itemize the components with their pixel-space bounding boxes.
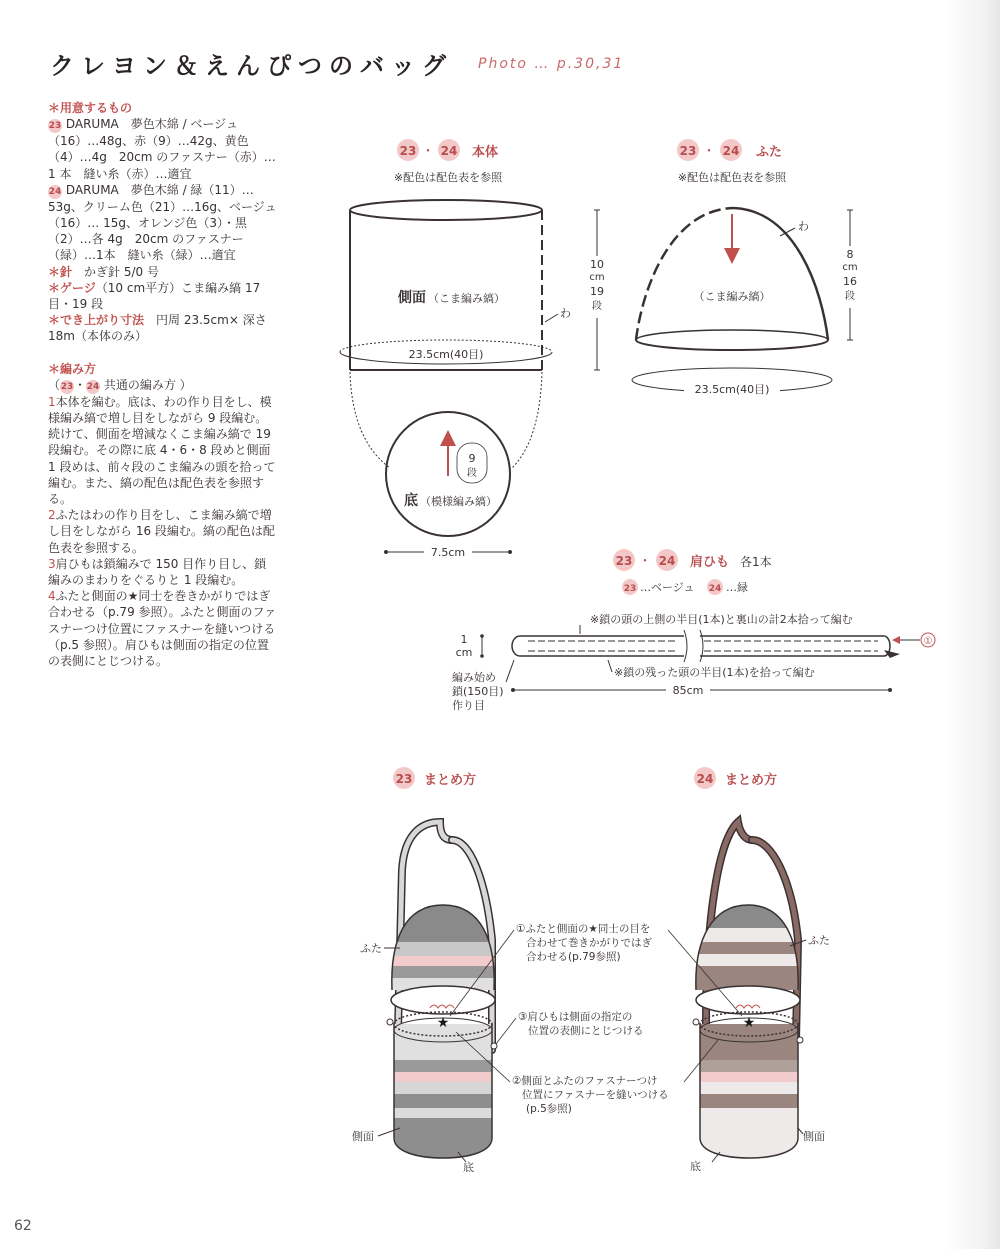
body-wa: わ <box>560 307 571 320</box>
materials-23-text: DARUMA 夢色木綿 / ベージュ（16）…48g、赤（9）…42g、黄色（4）…4g 20cm のファスナー（赤）…1 本 縫い糸（赤）…適宜 <box>48 117 276 181</box>
strap-start-3: 作り目 <box>452 699 485 712</box>
body-width: 23.5cm(40目) <box>408 348 484 361</box>
step-text: 本体を編む。底は、わの作り目をし、模様編み縞で増し目をしながら 9 段編む。続けて、側面を増減なくこま編み縞で 19 段編む。その際に底 4・6・8 段めと側面 1 段めは、前々段のこま編みの頭を拾って編む。また、縞の配色は配色表を参照する。 <box>48 394 276 507</box>
svg-text:各1本: 各1本 <box>740 555 772 569</box>
lid-note: ※配色は配色表を参照 <box>677 171 787 184</box>
size-value: 円周 23.5cm× 深さ 18m（本体のみ） <box>48 313 267 344</box>
svg-text:23: 23 <box>623 584 637 594</box>
svg-text:・: ・ <box>638 554 652 569</box>
assembly-23-side-label: 側面 <box>352 1130 374 1143</box>
callout-1-line-2: 合わせて巻きかがりではぎ <box>526 937 652 949</box>
step-number: 3 <box>48 556 56 571</box>
badge-24: 24 <box>48 186 62 197</box>
lid-title <box>677 139 782 161</box>
callout-3-line-2: 位置の表側にとじつける <box>528 1025 644 1037</box>
svg-text:本体: 本体 <box>472 145 499 160</box>
strap-title <box>613 549 772 571</box>
bottom-pattern: （模様編み縞） <box>420 495 497 508</box>
step-number: 1 <box>48 394 56 409</box>
body-height-dan: 段 <box>592 301 602 312</box>
size-label: ＊でき上がり寸法 <box>48 313 145 328</box>
svg-text:★: ★ <box>742 1015 756 1031</box>
callout-2-line-3: (p.5参照) <box>526 1103 572 1115</box>
strap-note-bottom: ※鎖の残った頭の半目(1本)を拾って編む <box>614 666 815 679</box>
svg-text:…緑: …緑 <box>726 581 748 594</box>
page-number: 62 <box>14 1218 32 1234</box>
materials-24-text: DARUMA 夢色木綿 / 緑（11）…53g、クリーム色（21）…16g、ベージュ（16）… 15g、オレンジ色（3）・黒（2）…各 4g 20cm のファスナー（緑）…1本 縫い糸（緑）…適宜 <box>48 182 277 263</box>
strap-width-1: 1 <box>460 633 468 646</box>
strap-circle-1: ① <box>923 636 933 647</box>
strap-width-cm: cm <box>455 646 473 659</box>
callout-3-line-1: ③肩ひもは側面の指定の <box>518 1011 633 1023</box>
body-diagram <box>340 139 606 559</box>
body-height-rows: 19 <box>590 285 604 298</box>
svg-text:…ベージュ: …ベージュ <box>640 581 695 594</box>
strap-colors <box>622 579 748 595</box>
svg-text:★: ★ <box>436 1015 450 1031</box>
needle-value: かぎ針 5/0 号 <box>72 264 159 279</box>
strap-start-1: 編み始め <box>452 671 496 684</box>
callout-1-line-1: ①ふたと側面の★同士の目を <box>516 923 651 935</box>
assembly-23-bottom-label: 底 <box>463 1161 474 1174</box>
svg-text:・: ・ <box>421 144 435 159</box>
photo-reference: Photo … p.30,31 <box>478 56 625 72</box>
lid-diagram <box>632 139 859 396</box>
bottom-dan: 段 <box>467 468 477 479</box>
strap-start-2: 鎖(150目) <box>452 685 504 698</box>
badge-23: 23 <box>60 381 74 392</box>
svg-text:23: 23 <box>679 144 697 158</box>
svg-text:23: 23 <box>399 144 417 158</box>
svg-text:24: 24 <box>440 144 458 158</box>
body-height-unit: cm <box>589 272 605 283</box>
side-label: 側面 <box>398 290 426 306</box>
assembly-24-side-label: 側面 <box>803 1130 825 1143</box>
svg-text:23: 23 <box>395 772 413 786</box>
svg-text:ふた: ふた <box>756 145 783 160</box>
page-title: クレヨン＆えんぴつのバッグ <box>50 52 453 80</box>
assembly-24-title <box>694 767 777 789</box>
callout-1-line-3: 合わせる(p.79参照) <box>526 951 621 963</box>
assembly-24-lid-label: ふた <box>808 934 830 947</box>
strap-note-top: ※鎖の頭の上側の半目(1本)と裏山の計2本拾って編む <box>590 613 853 626</box>
step-text: ふたと側面の★同士を巻きかがりではぎ合わせる（p.79 参照）。ふたと側面のファスナーつけ位置にファスナーを縫いつける（p.5 参照）。肩ひもは側面の指定の位置の表側にとじつける。 <box>48 589 277 669</box>
gauge-label: ＊ゲージ <box>48 280 96 295</box>
assembly-23 <box>352 767 510 1174</box>
svg-text:24: 24 <box>658 554 676 568</box>
lid-height-unit: cm <box>842 262 858 273</box>
assembly-24-bottom-label: 底 <box>690 1160 701 1173</box>
method-common-dot: ・ <box>74 377 87 392</box>
assembly-23-lid-label: ふた <box>360 942 382 955</box>
svg-text:肩ひも: 肩ひも <box>690 555 730 570</box>
lid-width: 23.5cm(40目) <box>694 383 770 396</box>
svg-text:24: 24 <box>722 144 740 158</box>
lid-height-dan: 段 <box>845 291 855 302</box>
bottom-width: 7.5cm <box>430 546 466 559</box>
svg-text:まとめ方: まとめ方 <box>725 773 778 788</box>
bottom-rows: 9 <box>468 452 476 465</box>
callout-2-line-2: 位置にファスナーを縫いつける <box>522 1089 669 1101</box>
method-common-suffix: 共通の編み方 ） <box>100 377 192 392</box>
body-height-cm: 10 <box>590 258 604 271</box>
lid-height-rows: 16 <box>843 275 857 288</box>
assembly-24 <box>685 767 830 1173</box>
step-number: 2 <box>48 508 56 523</box>
svg-text:23: 23 <box>615 554 633 568</box>
badge-24: 24 <box>86 381 100 392</box>
svg-text:24: 24 <box>708 584 722 594</box>
assembly-23-title <box>393 767 476 789</box>
callout-2-line-1: ②側面とふたのファスナーつけ <box>512 1075 658 1087</box>
method-header: ＊編み方 <box>48 361 97 376</box>
method-common-prefix: （ <box>48 377 61 392</box>
bottom-label: 底 <box>404 493 418 509</box>
svg-text:まとめ方: まとめ方 <box>424 773 477 788</box>
svg-text:24: 24 <box>696 772 714 786</box>
side-pattern: （こま編み縞） <box>428 292 505 305</box>
lid-height-cm: 8 <box>846 248 854 261</box>
step-text: 肩ひもは鎖編みで 150 目作り目し、鎖編みのまわりをぐるりと 1 段編む。 <box>48 556 267 588</box>
svg-text:・: ・ <box>702 144 716 159</box>
badge-23: 23 <box>48 121 62 132</box>
body-title <box>397 139 498 161</box>
lid-pattern: （こま編み縞） <box>693 290 771 303</box>
gauge-value: （10 cm平方）こま編み縞 17 目・19 段 <box>48 280 261 312</box>
strap-diagram <box>452 549 935 712</box>
step-number: 4 <box>48 589 56 604</box>
needle-label: ＊針 <box>48 264 73 279</box>
step-text: ふたはわの作り目をし、こま編み縞で増し目をしながら 16 段編む。縞の配色は配色表を参照する。 <box>48 508 275 555</box>
strap-length: 85cm <box>672 684 704 697</box>
materials-header: ＊用意するもの <box>48 101 133 115</box>
lid-wa: わ <box>798 220 809 233</box>
body-note: ※配色は配色表を参照 <box>393 171 503 184</box>
